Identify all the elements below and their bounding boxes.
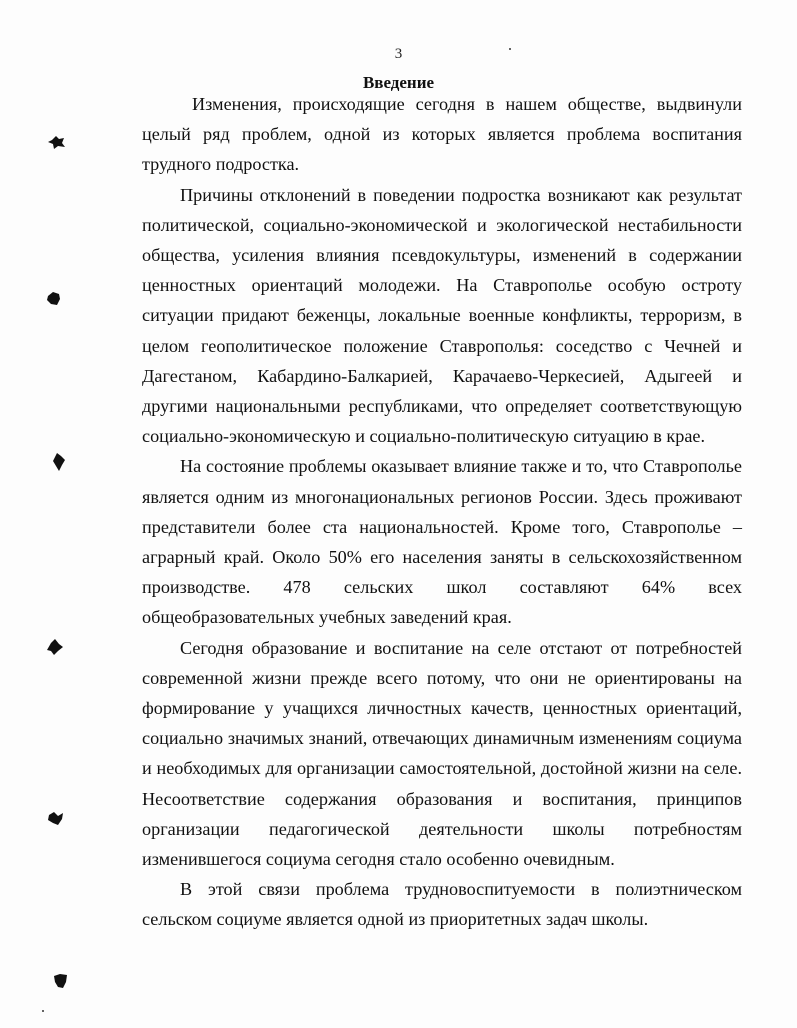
- page-number: 3: [394, 46, 403, 62]
- paragraph-4: Сегодня образование и воспитание на селе отстают от потребностей современной жизни прежде всего потому, что они не ориентированы на формирование у учащихся личностных качеств, ценностных ориентаций, социально значимых знаний, отвечающих динамичным изменениям социума и необходимых для организации самостоятельной, достойной жизни на селе. Несоответствие содержания образования и воспитания, принципов организации педагогической деятельности школы потребностям изменившегося социума сегодня стало особенно очевидным.: [142, 637, 742, 870]
- paragraph-2: Причины отклонений в поведении подростка возникают как результат политической, социально-экономической и экологической нестабильности общества, усиления влияния псевдокультуры, изменений в содержании ценностных ориентаций молодежи. На Ставрополье особую остроту ситуации придают беженцы, локальные военные конфликты, терроризм, в целом геополитическое положение Ставрополья: соседство с Чечней и Дагестаном, Кабардино-Балкарией, Карачаево-Черкесией, Адыгеей и другими национальными республиками, что определяет соответствующую социально-экономическую и социально-политическую ситуацию в крае.: [142, 184, 742, 447]
- punch-hole-mark-icon: [45, 290, 61, 306]
- paragraph-3: На состояние проблемы оказывает влияние также и то, что Ставрополье является одним из многонациональных регионов России. Здесь проживают представители более ста национальностей. Кроме того, Ставрополье – аграрный край. Около 50% его населения заняты в сельскохозяйственном производстве. 478 сельских школ составляют 64% всех общеобразовательных учебных заведений края.: [142, 456, 742, 628]
- punch-hole-mark-icon: [46, 810, 62, 826]
- paragraph-1: Изменения, происходящие сегодня в нашем обществе, выдвинули целый ряд проблем, одной из которых является проблема воспитания трудного подростка.: [142, 94, 742, 175]
- punch-hole-mark-icon: [45, 638, 61, 654]
- paragraph-5: В этой связи проблема трудновоспитуемости в полиэтническом сельском социуме является одной из приоритетных задач школы.: [142, 879, 742, 930]
- page-title: Введение: [362, 73, 435, 92]
- punch-hole-mark-icon: [46, 134, 62, 150]
- punch-hole-mark-icon: [52, 972, 68, 988]
- punch-hole-mark-icon: [51, 452, 67, 468]
- scan-speck: [42, 1010, 44, 1012]
- scan-speck: [509, 48, 511, 50]
- body-text: [142, 89, 742, 935]
